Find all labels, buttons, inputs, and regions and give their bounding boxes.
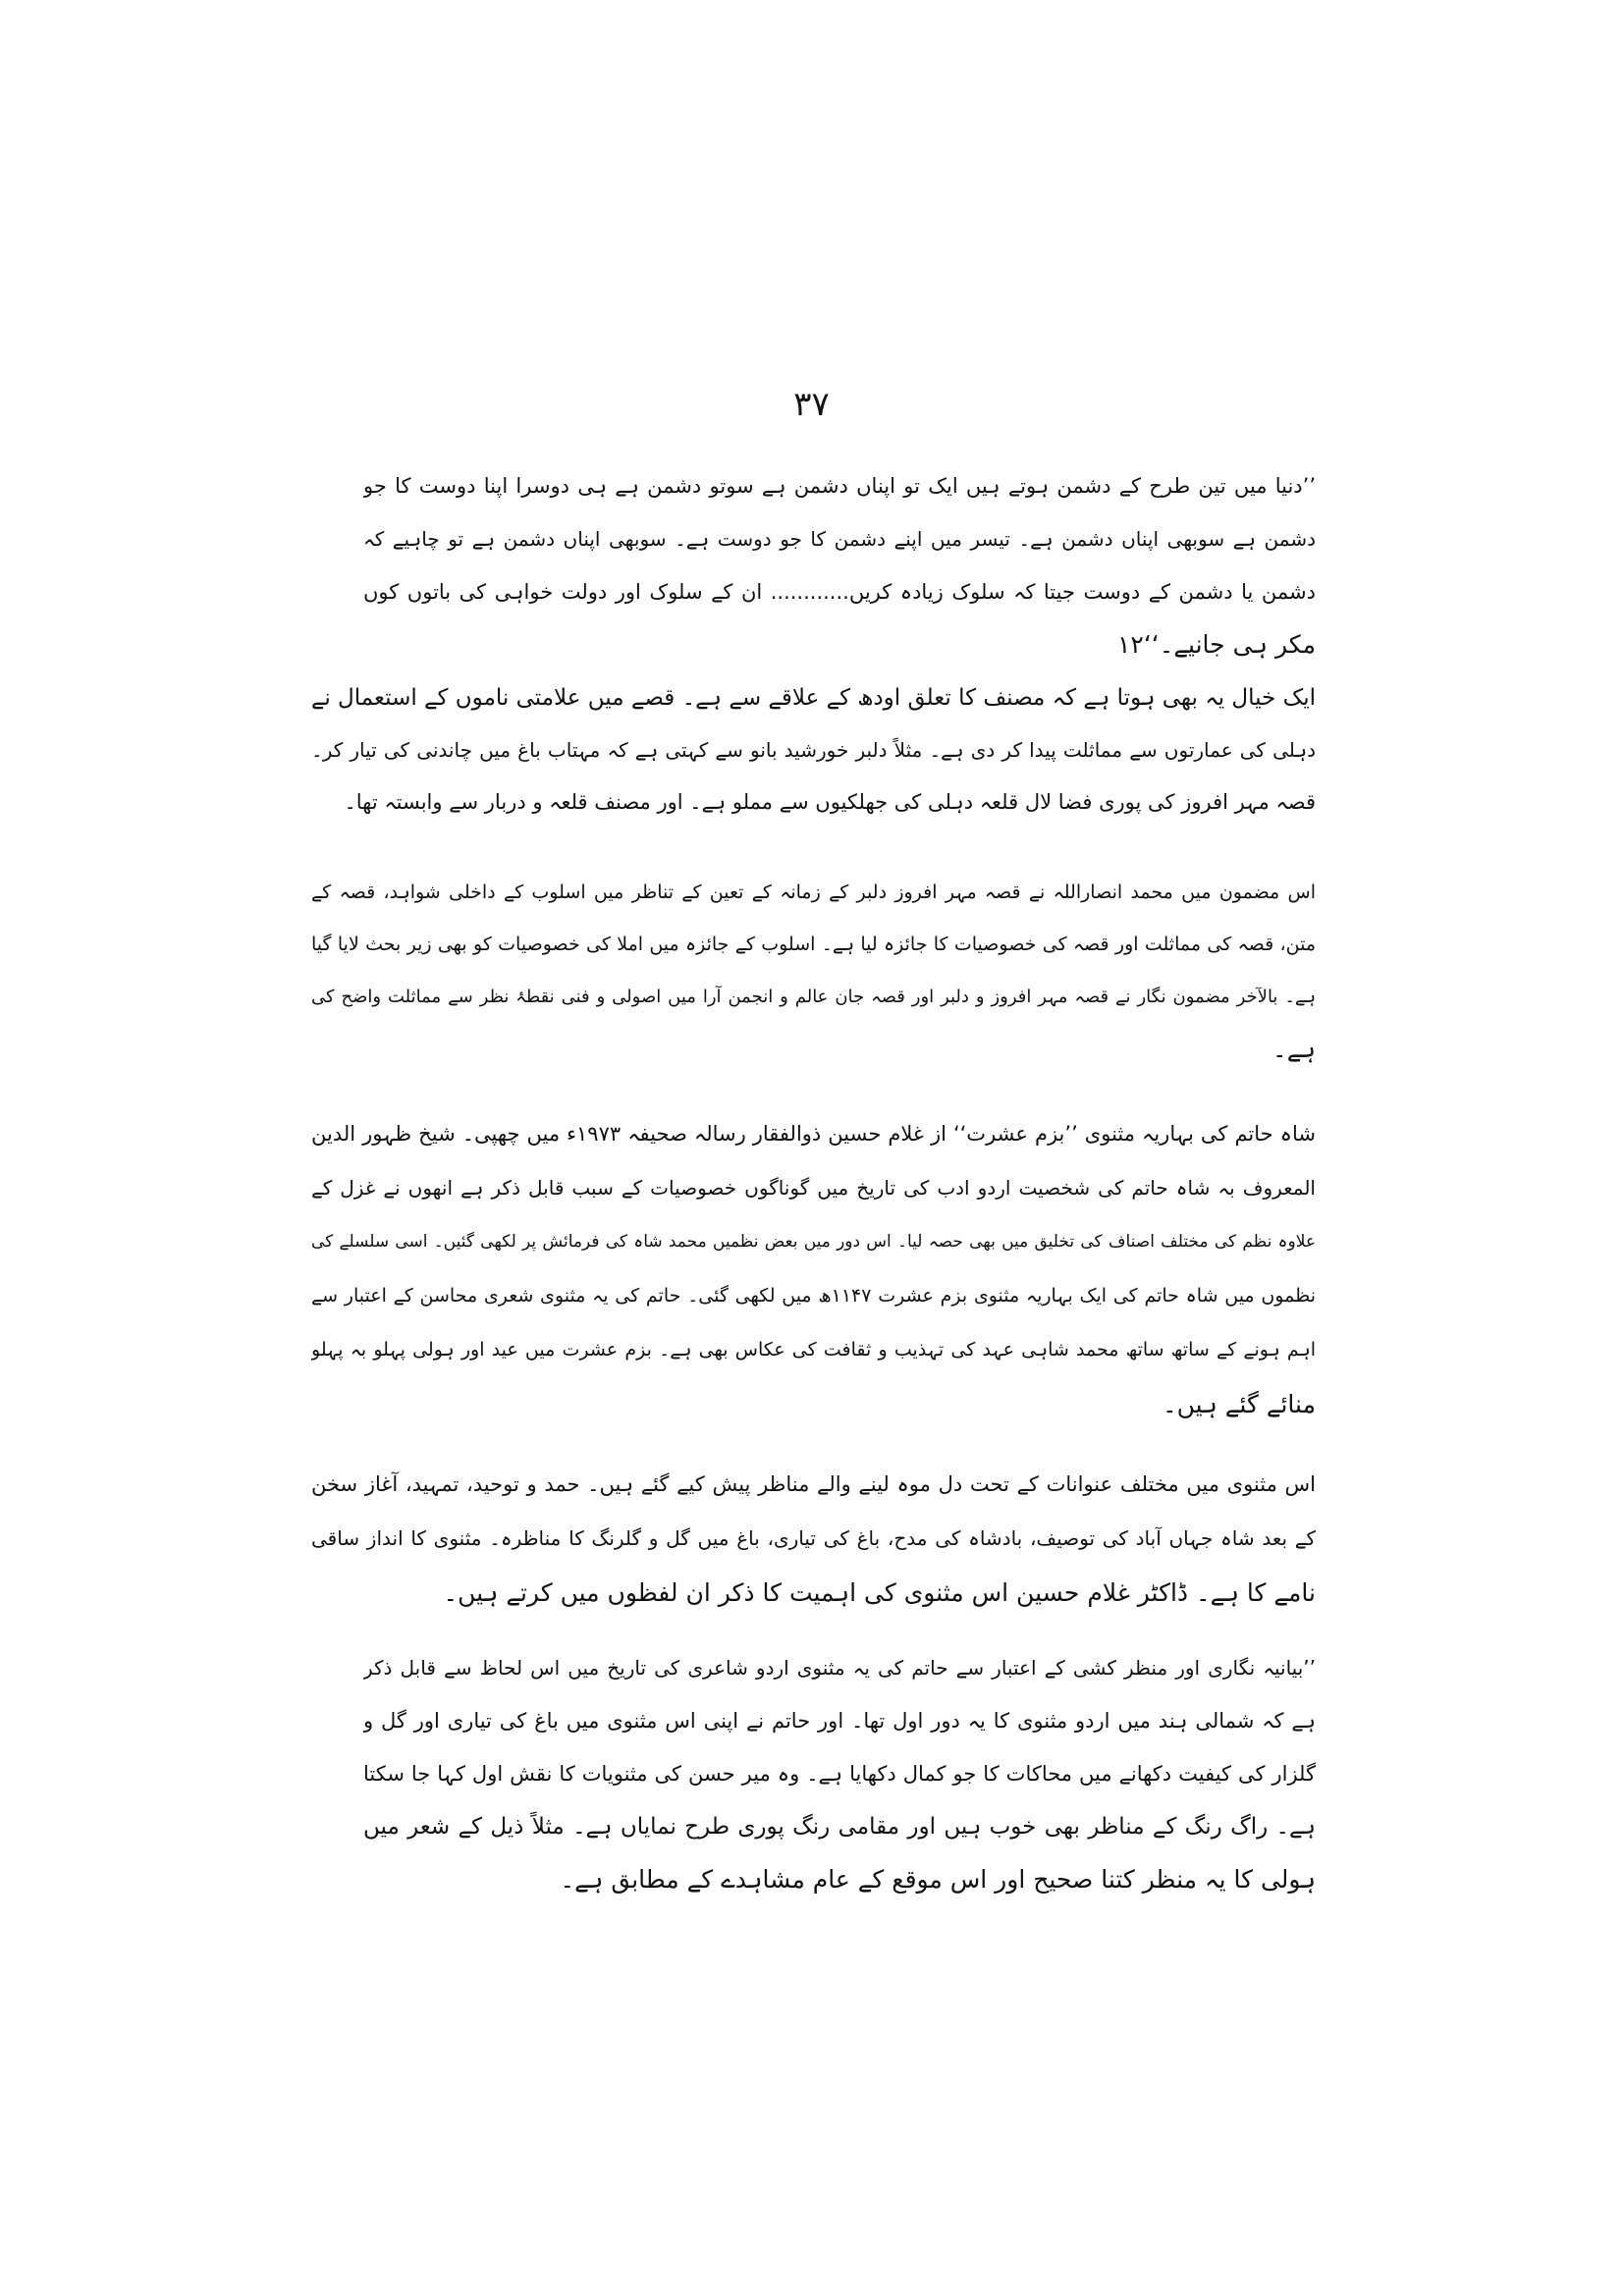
text-line: ’’دنیا میں تین طرح کے دشمن ہوتے ہیں ایک تو اپناں دشمن ہے سوتو دشمن ہے ہی دوسرا اپنا دوست کا جو [363, 474, 1316, 498]
text-line: نامے کا ہے۔ ڈاکٹر غلام حسین اس مثنوی کی اہمیت کا ذکر ان لفظوں میں کرتے ہیں۔ [443, 1578, 1316, 1607]
text-line: اہم ہونے کے ساتھ ساتھ محمد شاہی عہد کی تہذیب و ثقافت کی عکاس بھی ہے۔ بزم عشرت میں عید اور ہولی پہلو بہ پہلو [311, 1339, 1316, 1361]
text-line: ہے۔ راگ رنگ کے مناظر بھی خوب ہیں اور مقامی رنگ پوری طرح نمایاں ہے۔ مثلاً ذیل کے شعر میں [363, 1814, 1316, 1840]
text-line: ہے۔ [1272, 1035, 1316, 1063]
text-line: ہے کہ شمالی ہند میں اردو مثنوی کا یہ دور اول تھا۔ اور حاتم نے اپنی اس مثنوی میں باغ کی تیاری اور گل و [363, 1709, 1316, 1733]
text-line: قصہ مہر افروز کی پوری فضا لال قلعہ دہلی کی جھلکیوں سے مملو ہے۔ اور مصنف قلعہ و دربار سے وابستہ تھا۔ [344, 790, 1316, 814]
page-number: ۳۷ [793, 385, 830, 424]
text-line: ہے۔ بالآخر مضمون نگار نے قصہ مہر افروز و دلبر اور قصہ جان عالم و انجمن آرا میں اصولی و فنی نقطۂ نظر سے مماثلت واضح کی [311, 987, 1316, 1007]
text-line: منائے گئے ہیں۔ [1162, 1390, 1316, 1418]
text-line: متن، قصہ کی مماثلت اور قصہ کی خصوصیات کا جائزہ لیا ہے۔ اسلوب کے جائزہ میں املا کی خصوصیات کو بھی زیر بحث لایا گیا [311, 934, 1316, 955]
text-line: گلزار کی کیفیت دکھانے میں محاکات کا جو کمال دکھایا ہے۔ وہ میر حسن کی مثنویات کا نقش اول کہا جا سکتا [363, 1762, 1316, 1786]
text-line: نظموں میں شاہ حاتم کی ایک بہاریہ مثنوی بزم عشرت ۱۱۴۷ھ میں لکھی گئی۔ حاتم کی یہ مثنوی شعری محاسن کے اعتبار سے [311, 1285, 1316, 1307]
text-line: ایک خیال یہ بھی ہوتا ہے کہ مصنف کا تعلق اودھ کے علاقے سے ہے۔ قصے میں علامتی ناموں کے استعمال نے [311, 685, 1316, 711]
text-line: دشمن یا دشمن کے دوست جیتا کہ سلوک زیادہ کریں............ ان کے سلوک اور دولت خواہی کی باتوں کوں [363, 580, 1316, 604]
text-line: ہولی کا یہ منظر کتنا صحیح اور اس موقع کے عام مشاہدے کے مطابق ہے۔ [560, 1865, 1316, 1894]
text-line: دشمن ہے سوبھی اپناں دشمن ہے۔ تیسر میں اپنے دشمن کا جو دوست ہے۔ سوبھی اپناں دشمن ہے تو چاہیے کہ [363, 527, 1316, 551]
text-line: اس مضمون میں محمد انصاراللہ نے قصہ مہر افروز دلبر کے زمانہ کے تعین کے تناظر میں اسلوب کے داخلی شواہد، قصہ کے [311, 881, 1316, 903]
text-line: کے بعد شاہ جہاں آباد کی توصیف، بادشاہ کی مدح، باغ کی تیاری، باغ میں گل و گلرنگ کا مناظرہ۔ مثنوی کا انداز ساقی [311, 1526, 1316, 1550]
text-line: علاوہ نظم کی مختلف اصناف کی تخلیق میں بھی حصہ لیا۔ اس دور میں بعض نظمیں محمد شاہ کی فرمائش پر لکھی گئیں۔ اسی سلسلے کی [311, 1232, 1316, 1252]
text-line: دہلی کی عمارتوں سے مماثلت پیدا کر دی ہے۔ مثلاً دلبر خورشید بانو سے کہتی ہے کہ مہتاب باغ میں چاندنی کی تیار کر۔ [311, 738, 1316, 762]
text-line: مکر ہی جانیے۔‘‘۱۲ [1117, 630, 1316, 659]
text-line: ’’بیانیہ نگاری اور منظر کشی کے اعتبار سے حاتم کی یہ مثنوی اردو شاعری کی تاریخ میں اس لحاظ سے قابل ذکر [363, 1656, 1316, 1680]
text-line: اس مثنوی میں مختلف عنوانات کے تحت دل موہ لینے والے مناظر پیش کیے گئے ہیں۔ حمد و توحید، تمہید، آغاز سخن [311, 1472, 1316, 1496]
text-line: المعروف بہ شاہ حاتم کی شخصیت اردو ادب کی تاریخ میں گوناگوں خصوصیات کے سبب قابل ذکر ہے انھوں نے غزل کے [311, 1176, 1316, 1200]
text-line: شاہ حاتم کی بہاریہ مثنوی ’’بزم عشرت‘‘ از غلام حسین ذوالفقار رسالہ صحیفہ ۱۹۷۳ء میں چھپی۔ شیخ ظہور الدین [311, 1122, 1316, 1146]
